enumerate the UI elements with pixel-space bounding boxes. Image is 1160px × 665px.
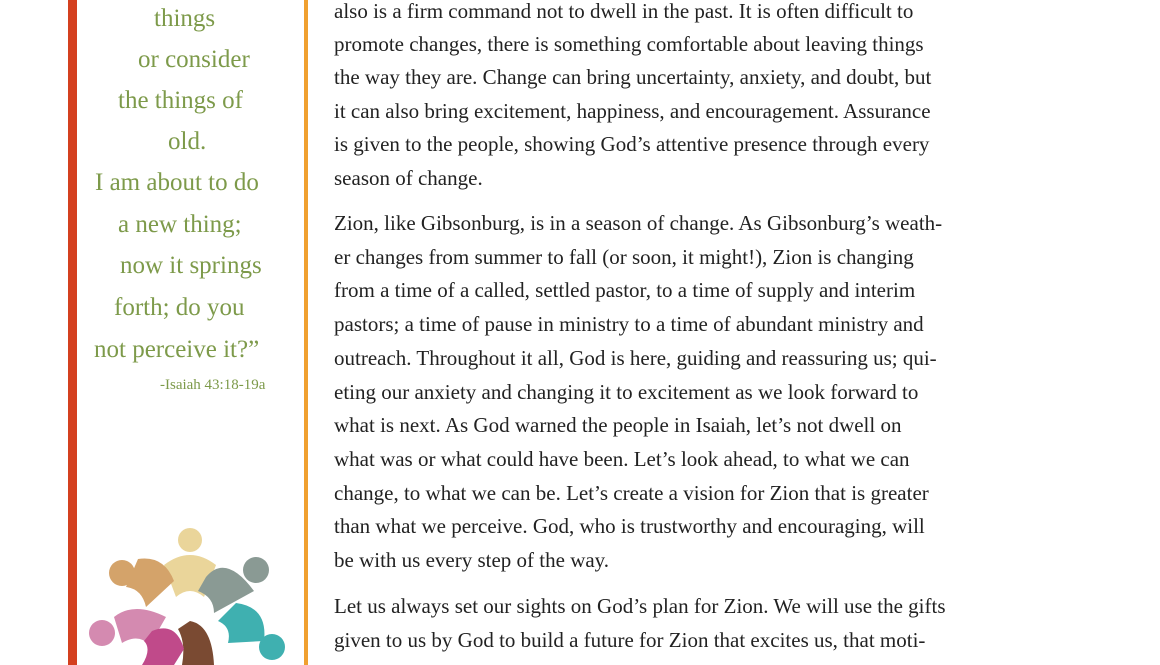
figure-brown bbox=[178, 621, 214, 665]
article-line: also is a firm command not to dwell in the past. It is often difficult to bbox=[334, 0, 914, 23]
article-line: change, to what we can be. Let’s create a vision for Zion that is greater bbox=[334, 481, 929, 505]
article-line: given to us by God to build a future for Zion that excites us, that moti- bbox=[334, 628, 926, 652]
article-line: promote changes, there is something comfortable about leaving things bbox=[334, 32, 924, 56]
verse-line: or consider bbox=[138, 46, 250, 73]
article-line: what is next. As God warned the people in Isaiah, let’s not dwell on bbox=[334, 413, 902, 437]
verse-line: the things of bbox=[118, 87, 243, 114]
article-line: from a time of a called, settled pastor, to a time of supply and interim bbox=[334, 278, 916, 302]
verse-line: now it springs bbox=[120, 252, 262, 279]
article-line: outreach. Throughout it all, God is here, guiding and reassuring us; qui- bbox=[334, 346, 937, 370]
article-line: eting our anxiety and changing it to excitement as we look forward to bbox=[334, 380, 919, 404]
verse-line: forth; do you bbox=[114, 294, 245, 321]
article-line: than what we perceive. God, who is trustworthy and encouraging, will bbox=[334, 514, 925, 538]
article-line: er changes from summer to fall (or soon, it might!), Zion is changing bbox=[334, 245, 914, 269]
article-line: Let us always set our sights on God’s plan for Zion. We will use the gifts bbox=[334, 594, 946, 618]
verse-citation: -Isaiah 43:18-19a bbox=[160, 377, 266, 393]
verse-line: old. bbox=[168, 128, 207, 155]
article-line: what was or what could have been. Let’s look ahead, to what we can bbox=[334, 447, 910, 471]
article-line: season of change. bbox=[334, 166, 483, 190]
figure-teal bbox=[218, 603, 285, 660]
figure-tan bbox=[109, 558, 174, 607]
article-line: be with us every step of the way. bbox=[334, 548, 610, 572]
article-line: pastors; a time of pause in ministry to a time of abundant ministry and bbox=[334, 312, 924, 336]
verse-line: things bbox=[154, 5, 216, 32]
verse-line: a new thing; bbox=[118, 211, 242, 238]
sidebar-right-rule bbox=[304, 0, 308, 665]
sidebar-left-rule bbox=[68, 0, 77, 665]
verse-line: I am about to do bbox=[95, 169, 259, 196]
article-line: it can also bring excitement, happiness, and encouragement. Assurance bbox=[334, 99, 931, 123]
verse-line: not perceive it?” bbox=[94, 336, 260, 363]
article-line: is given to the people, showing God’s attentive presence through every bbox=[334, 132, 930, 156]
people-circle-logo bbox=[86, 525, 296, 665]
article-line: Zion, like Gibsonburg, is in a season of change. As Gibsonburg’s weath- bbox=[334, 211, 943, 235]
article-line: the way they are. Change can bring uncertainty, anxiety, and doubt, but bbox=[334, 65, 932, 89]
